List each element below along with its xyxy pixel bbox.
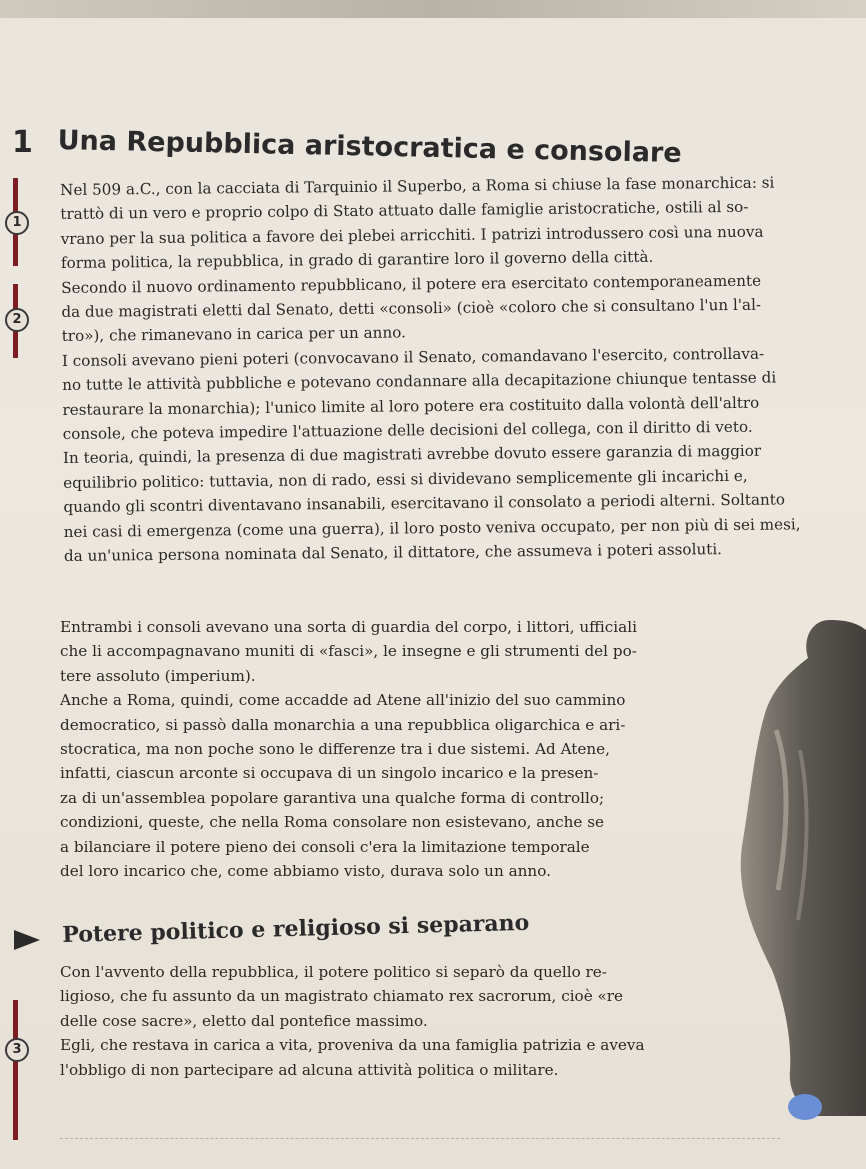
blue-circle-icon xyxy=(788,1094,822,1120)
text-line: infatti, ciascun arconte si occupava di un singolo incarico e la presen- xyxy=(60,764,599,783)
text-line: Nel 509 a.C., con la cacciata di Tarquinio il Superbo, a Roma si chiuse la fase monarchica: si xyxy=(60,173,775,199)
text-line: Secondo il nuovo ordinamento repubblicano, il potere era esercitato contemporaneamente xyxy=(61,271,762,297)
text-line: restaurare la monarchia); l'unico limite al loro potere era costituito dalla volontà dell'altro xyxy=(62,393,760,419)
text-line: trattò di un vero e proprio colpo di Stato attuato dalle famiglie aristocratiche, ostili al so- xyxy=(60,198,749,224)
text-line: equilibrio politico: tuttavia, non di rado, essi si dividevano semplicemente gli incarichi e, xyxy=(63,466,748,492)
text-line: nei casi di emergenza (come una guerra), il loro posto veniva occupato, per non più di sei mesi, xyxy=(63,514,801,541)
page-top-edge xyxy=(0,0,866,18)
text-line: da un'unica persona nominata dal Senato, il dittatore, che assumeva i poteri assoluti. xyxy=(63,540,723,566)
text-line: da due magistrati eletti dal Senato, detti «consoli» (cioè «coloro che si consultano l'un l'al- xyxy=(61,295,762,322)
section-title: Una Repubblica aristocratica e consolare xyxy=(57,125,682,170)
text-line: In teoria, quindi, la presenza di due magistrati avrebbe dovuto essere garanzia di maggior xyxy=(62,442,762,468)
text-line: l'obbligo di non partecipare ad alcuna attività politica o militare. xyxy=(60,1060,559,1079)
text-line: condizioni, queste, che nella Roma consolare non esistevano, anche se xyxy=(60,813,605,832)
text-line: Con l'avvento della repubblica, il potere politico si separò da quello re- xyxy=(60,963,607,981)
paragraph-3 xyxy=(60,960,780,1082)
text-line: stocratica, ma non poche sono le differenze tra i due sistemi. Ad Atene, xyxy=(60,740,610,759)
marker-1: 1 xyxy=(5,211,29,235)
text-line: vrano per la sua politica a favore dei plebei arricchiti. I patrizi introdussero così una nuova xyxy=(60,222,764,248)
dashed-divider xyxy=(60,1138,780,1139)
marker-2: 2 xyxy=(5,308,29,332)
text-line: I consoli avevano pieni poteri (convocavano il Senato, comandavano l'esercito, controllava- xyxy=(61,344,765,370)
text-line: no tutte le attività pubbliche e potevano condannare alla decapitazione chiunque tentasse di xyxy=(62,368,777,395)
subheading: Potere politico e religioso si separano xyxy=(62,909,530,948)
text-line: Entrambi i consoli avevano una sorta di guardia del corpo, i littori, ufficiali xyxy=(60,618,637,636)
paragraph-2 xyxy=(60,615,720,883)
text-line: tro»), che rimanevano in carica per un anno. xyxy=(61,323,407,346)
text-line: che li accompagnavano muniti di «fasci», le insegne e gli strumenti del po- xyxy=(60,642,637,661)
text-line: tere assoluto (imperium). xyxy=(60,666,256,685)
text-line: quando gli scontri diventavano insanabili, esercitavano il consolato a periodi alterni. Soltanto xyxy=(63,490,786,517)
text-line: democratico, si passò dalla monarchia a una repubblica oligarchica e ari- xyxy=(60,715,626,734)
marker-3: 3 xyxy=(5,1038,29,1062)
text-line: a bilanciare il potere pieno dei consoli c'era la limitazione temporale xyxy=(60,837,590,856)
text-line: delle cose sacre», eletto dal pontefice massimo. xyxy=(60,1011,428,1030)
section-number: 1 xyxy=(12,125,33,160)
text-line: Anche a Roma, quindi, come accadde ad Atene all'inizio del suo cammino xyxy=(60,691,626,710)
text-line: console, che poteva impedire l'attuazione delle decisioni del collega, con il diritto di veto. xyxy=(62,417,753,444)
text-line: za di un'assemblea popolare garantiva una qualche forma di controllo; xyxy=(60,788,605,807)
accent-bar-3 xyxy=(13,1000,18,1140)
subheading-arrow-icon xyxy=(14,930,40,950)
paragraph-1 xyxy=(60,170,854,569)
text-line: del loro incarico che, come abbiamo visto, durava solo un anno. xyxy=(60,862,551,881)
text-line: Egli, che restava in carica a vita, proveniva da una famiglia patrizia e aveva xyxy=(60,1036,645,1055)
text-line: ligioso, che fu assunto da un magistrato chiamato rex sacrorum, cioè «re xyxy=(60,987,624,1006)
text-line: forma politica, la repubblica, in grado di garantire loro il governo della città. xyxy=(60,248,654,273)
